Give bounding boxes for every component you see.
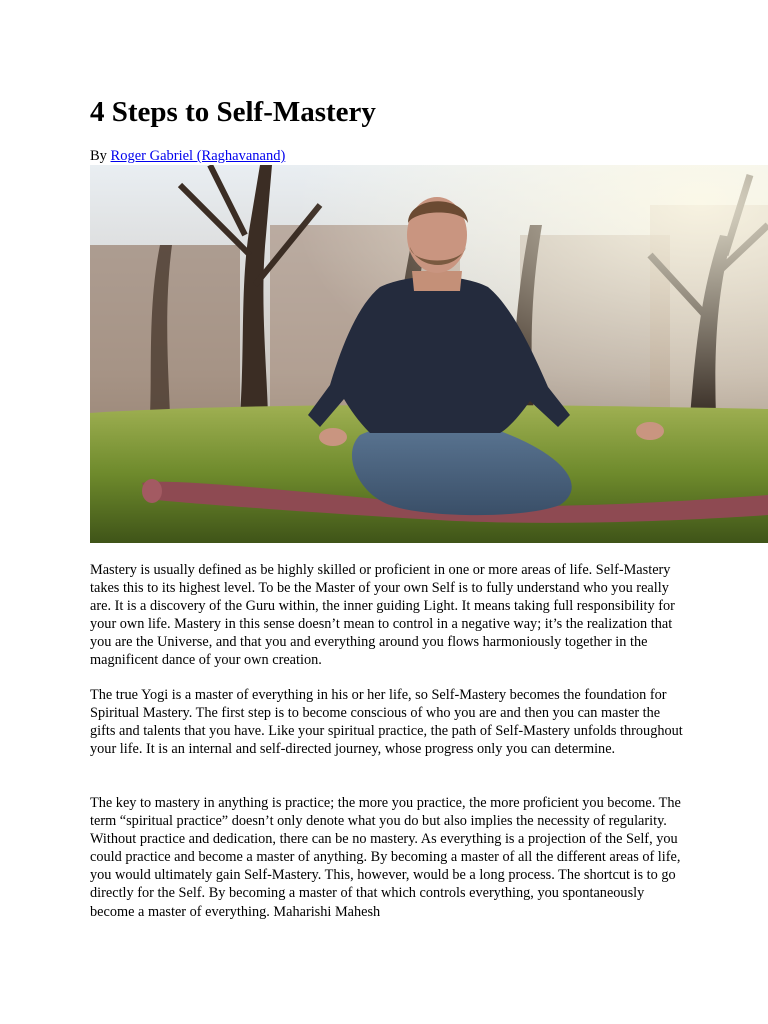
byline [90,147,285,165]
author-link[interactable]: Roger Gabriel (Raghavanand) [110,148,286,164]
paragraph-3: The key to mastery in anything is practice; the more you practice, the more proficient you become. The term “spiritual practice” doesn’t only denote what you do but also implies the necessity of regularity. Without practice and dedication, there can be no mastery. As everything is a projection of the Self, you could practice and become a master of anything. By becoming a master of all the different areas of life, you would ultimately gain Self-Mastery. This, however, would be a long process. The shortcut is to go directly for the Self. By becoming a master of that which controls everything, you spontaneously become a master of everything. Maharishi Mahesh [90,795,681,920]
meditation-photo [90,165,768,543]
article-title: 4 Steps to Self-Mastery [90,96,376,128]
paragraph-2: The true Yogi is a master of everything in his or her life, so Self-Mastery becomes the foundation for Spiritual Mastery. The first step is to become conscious of who you are and then you can master the gifts and talents that you have. Like your spiritual practice, the path of Self-Mastery unfolds throughout your life. It is an internal and self-directed journey, whose progress only you can determine. [90,687,683,758]
paragraph-1: Mastery is usually defined as be highly skilled or proficient in one or more areas of life. Self-Mastery takes this to its highest level. To be the Master of your own Self is to fully understand who you really are. It is a discovery of the Guru within, the inner guiding Light. It means taking full responsibility for your own life. Mastery in this sense doesn’t mean to control in a negative way; it’s the realization that you are the Universe, and that you and everything around you flows harmoniously together in the magnificent dance of your own creation. [90,562,675,669]
byline-prefix: By [90,148,111,164]
